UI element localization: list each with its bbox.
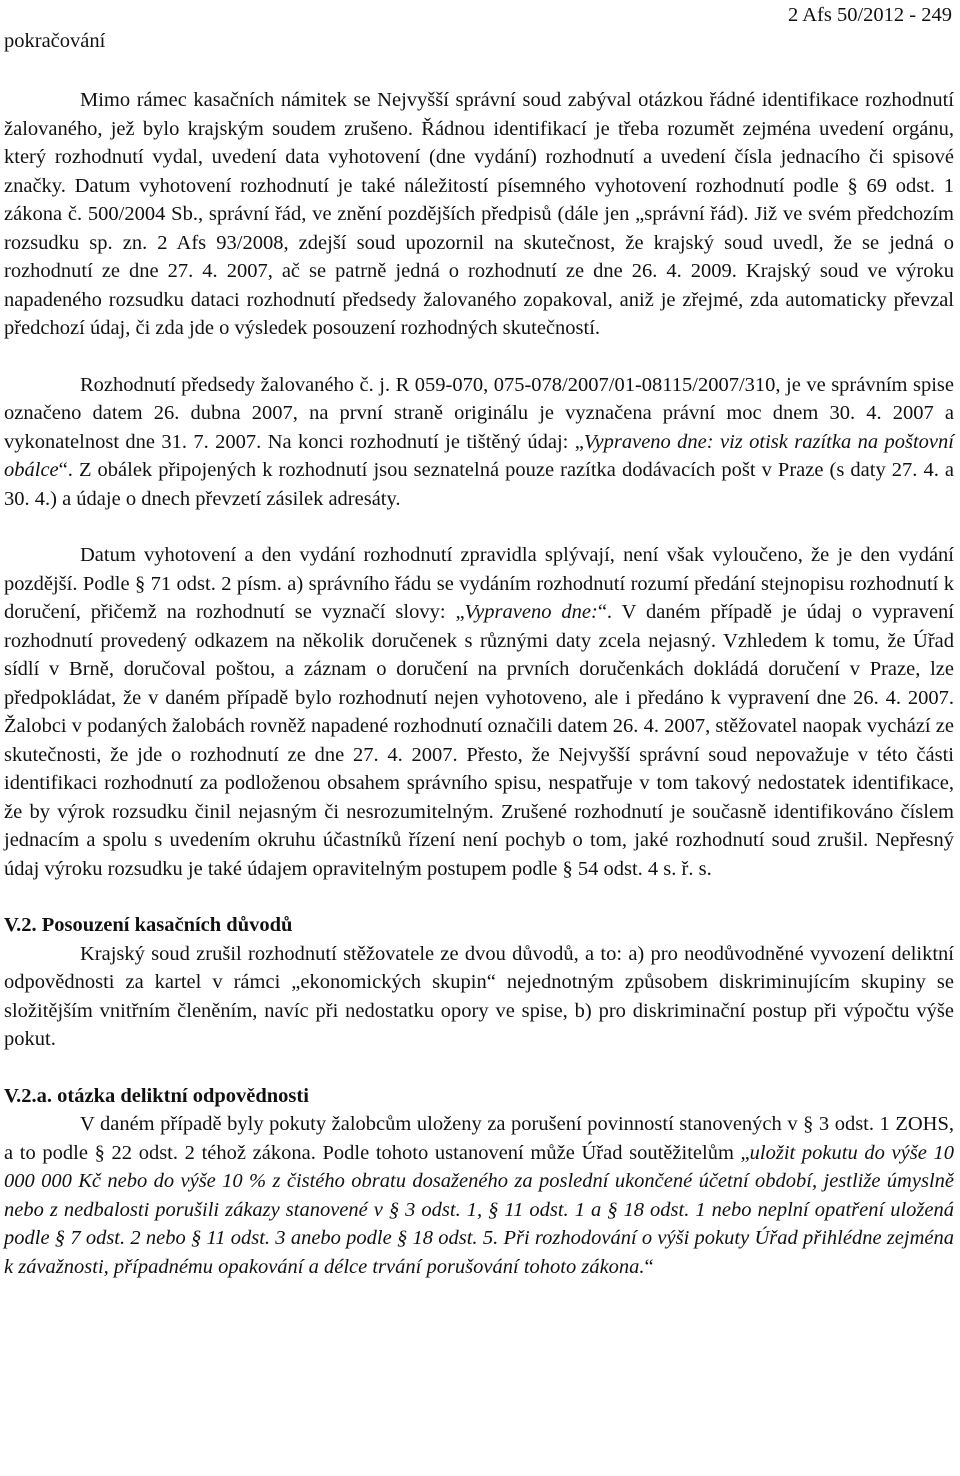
paragraph-identification: Mimo rámec kasačních námitek se Nejvyšší správní soud zabýval otázkou řádné identifikace rozhodnutí žalovaného, jež bylo krajským soudem zrušeno. Řádnou identifikací je třeba rozumět zejména uvedení orgánu, který rozhodnutí vydal, uvedení data vyhotovení (dne vydání) rozhodnutí a uvedení čísla jednacího či spisové značky. Datum vyhotovení rozhodnutí je také náležitostí písemného vyhotovení rozhodnutí podle § 69 odst. 1 zákona č. 500/2004 Sb., správní řád, ve znění pozdějších předpisů (dále jen „správní řád). Již ve svém předchozím rozsudku sp. zn. 2 Afs 93/2008, zdejší soud upozornil na skutečnost, že krajský soud uvedl, že se jedná o rozhodnutí ze dne 27. 4. 2007, ač se patrně jedná o rozhodnutí ze dne 26. 4. 2009. Krajský soud ve výroku napadeného rozsudku dataci rozhodnutí předsedy žalovaného zopakoval, aniž je zřejmé, zda automaticky převzal předchozí údaj, či zda jde o výsledek posouzení rozhodných skutečností. — [4, 89, 954, 339]
continuation-label: pokračování — [4, 30, 106, 52]
document-body — [4, 86, 954, 1281]
paragraph-text: Rozhodnutí předsedy žalovaného č. j. R 059-070, 075-078/2007/01-08115/2007/310, je ve správním spise označeno datem 26. dubna 2007, na první straně originálu je vyznačena právní moc dnem 30. 4. 2007 a vykonatelnost dne 31. 7. 2007. Na konci rozhodnutí je tištěný údaj: „ — [4, 373, 954, 453]
paragraph-text: “. Z obálek připojených k rozhodnutí jsou seznatelná pouze razítka dodávacích pošt v Praze (s daty 27. 4. a 30. 4.) a údaje o dnech převzetí zásilek adresáty. — [4, 459, 954, 510]
paragraph-decision-date — [4, 371, 954, 514]
paragraph-issue-date — [4, 541, 954, 883]
paragraph-liability — [4, 1110, 954, 1281]
paragraph-text: Datum vyhotovení a den vydání rozhodnutí zpravidla splývají, není však vyloučeno, že je den vydání pozdější. Podle § 71 odst. 2 písm. a) správního řádu se vydáním rozhodnutí rozumí předání stejnopisu rozhodnutí k doručení, přičemž na rozhodnutí se vyznačí slovy: „ — [4, 544, 954, 623]
paragraph-text: “ — [644, 1255, 654, 1278]
paragraph-text: “. V daném případě je údaj o vypravení rozhodnutí provedený odkazem na několik doručenek s různými daty zcela nejasný. Vzhledem k tomu, že Úřad sídlí v Brně, doručoval poštou, a záznam o doručení na prvních doručenkách dokládá doručení v Praze, lze předpokládat, že v daném případě bylo rozhodnutí nejen vyhotoveno, ale i předáno k vypravení dne 26. 4. 2007. Žalobci v podaných žalobách rovněž napadené rozhodnutí označili datem 26. 4. 2007, stěžovatel naopak vychází ze skutečnosti, že jde o rozhodnutí ze dne 27. 4. 2007. Přesto, že Nejvyšší správní soud nepovažuje v této části identifikaci rozhodnutí za podloženou obsahem správního spisu, nespatřuje v tom takový nedostatek identifikace, že by výrok rozsudku činil nejasným či nesrozumitelným. Zrušené rozhodnutí je současně identifikováno číslem jednacím a spolu s uvedením okruhu účastníků řízení není pochyb o tom, jaké rozhodnutí soud zrušil. Nepřesný údaj výroku rozsudku je také údajem opravitelným postupem podle § 54 odst. 4 s. ř. s. — [4, 601, 954, 880]
italic-quote: uložit pokutu do výše 10 000 000 Kč nebo do výše 10 % z čistého obratu dosaženého za poslední ukončené účetní období, jestliže úmyslně nebo z nedbalosti porušili zákazy stanovené v § 3 odst. 1, § 11 odst. 1 a § 18 odst. 1 nebo neplní opatření uložená podle § 7 odst. 2 nebo § 11 odst. 3 anebo podle § 18 odst. 5. Při rozhodování o výši pokuty Úřad přihlédne zejména k závažnosti, případnému opakování a délce trvání porušování tohoto zákona. — [4, 1141, 954, 1278]
italic-quote: Vypraveno dne: viz otisk razítka na poštovní obálce — [4, 430, 954, 481]
paragraph-cassation-grounds: Krajský soud zrušil rozhodnutí stěžovatele ze dvou důvodů, a to: a) pro neodůvodněné vyvození deliktní odpovědnosti za kartel v rámci „ekonomických skupin“ nejednotným způsobem diskriminujícím skupiny se složitějším vnitřním členěním, navíc při nedostatku opory ve spise, b) pro diskriminační postup při výpočtu výše pokut. — [4, 942, 954, 1050]
case-number: 2 Afs 50/2012 - 249 — [788, 4, 952, 26]
subsection-heading: V.2.a. otázka deliktní odpovědnosti — [4, 1084, 309, 1107]
italic-quote: Vypraveno dne: — [464, 601, 598, 623]
paragraph-text: V daném případě byly pokuty žalobcům uloženy za porušení povinností stanovených v § 3 odst. 1 ZOHS, a to podle § 22 odst. 2 téhož zákona. Podle tohoto ustanovení může Úřad soutěžitelům „ — [4, 1113, 954, 1164]
section-heading: V.2. Posouzení kasačních důvodů — [4, 914, 293, 936]
